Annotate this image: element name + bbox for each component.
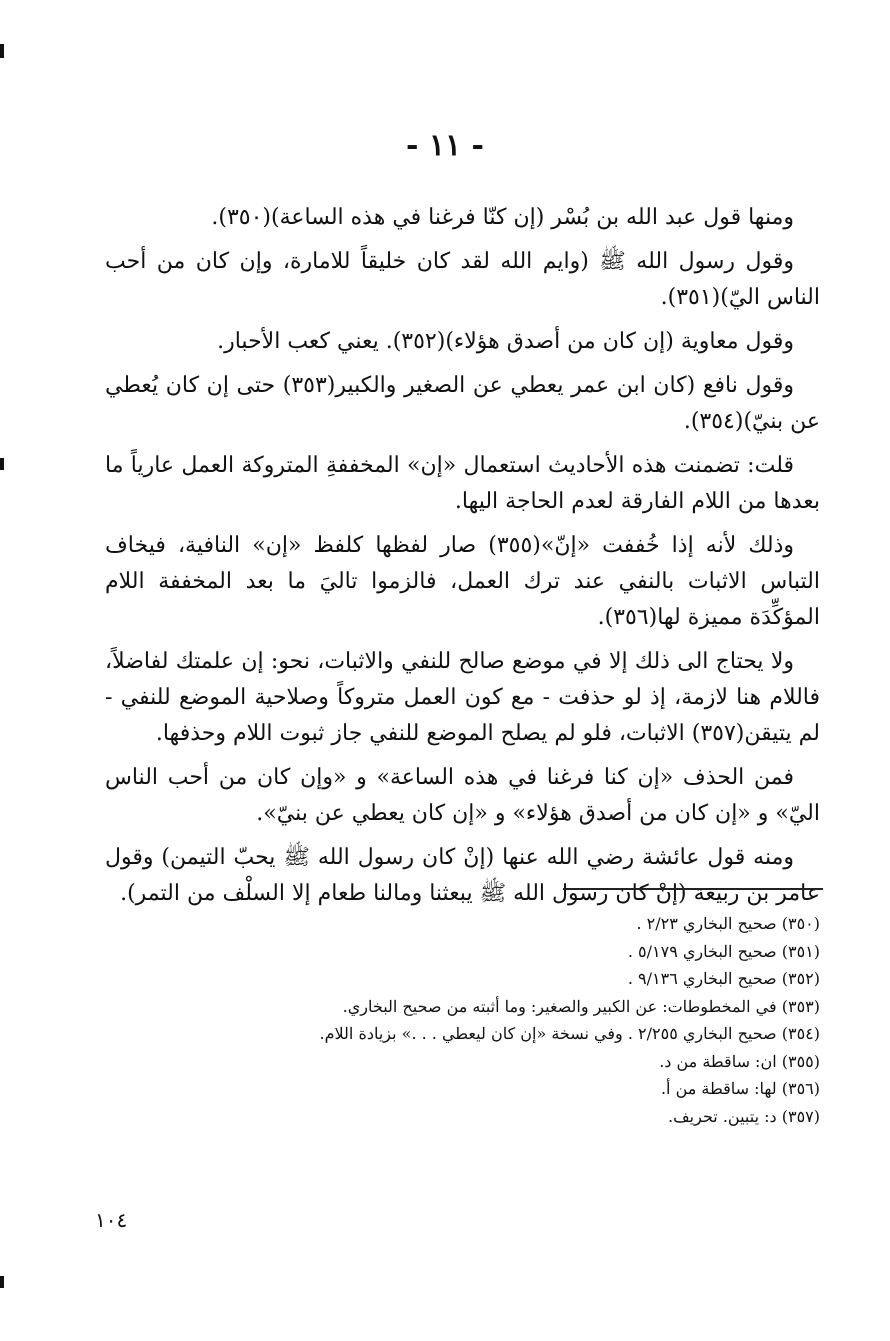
main-text: [105, 200, 820, 920]
paragraph: ولا يحتاج الى ذلك إلا في موضع صالح للنفي والاثبات، نحو: إن علمتك لفاضلاً، فاللام هنا لازمة، إذ لو حذفت - مع كون العمل متروكاً وصلاحية الموضع للنفي - لم يتيقن(٣٥٧) الاثبات، فلو لم يصلح الموضع للنفي جاز ثبوت اللام وحذفها.: [105, 649, 820, 746]
footnote: (٣٥٣) في المخطوطات: عن الكبير والصغير: وما أثبته من صحيح البخاري.: [342, 996, 820, 1016]
scan-edge-mark: [0, 44, 4, 58]
footnote: (٣٥٥) ان: ساقطة من د.: [659, 1051, 820, 1071]
paragraph: وقول معاوية (إن كان من أصدق هؤلاء)(٣٥٢). يعني كعب الأحبار.: [217, 329, 794, 354]
footnotes: [105, 910, 820, 1130]
paragraph: وقول نافع (كان ابن عمر يعطي عن الصغير والكبير(٣٥٣) حتى إن كان يُعطي عن بنيّ)(٣٥٤).: [105, 373, 820, 434]
paragraph: ومنها قول عبد الله بن بُسْر (إن كنّا فرغنا في هذه الساعة)(٣٥٠).: [211, 205, 794, 230]
scan-edge-mark: [0, 1276, 4, 1288]
footnote: (٣٥٧) د: يتبين. تحريف.: [668, 1106, 820, 1126]
paragraph: ومنه قول عائشة رضي الله عنها (إنْ كان رسول الله ﷺ يحبّ التيمن) وقول عامر بن ربيعة (إنْ كان رسول الله ﷺ يبعثنا ومالنا طعام إلا السلْف من التمر).: [105, 845, 820, 906]
section-heading: - ١١ -: [405, 128, 485, 163]
footnote: (٣٥٠) صحيح البخاري ٢/٢٣ .: [636, 914, 820, 933]
paragraph: فمن الحذف «إن كنا فرغنا في هذه الساعة» و «وإن كان من أحب الناس اليّ» و «إن كان من أصدق هؤلاء» و «إن كان يعطي عن بنيّ».: [105, 765, 820, 826]
scan-edge-mark: [0, 458, 4, 470]
footnote-divider: [563, 888, 823, 890]
paragraph: قلت: تضمنت هذه الأحاديث استعمال «إن» المخففةِ المتروكة العمل عارياً ما بعدها من اللام الفارقة لعدم الحاجة اليها.: [105, 453, 820, 514]
footnote: (٣٥٦) لها: ساقطة من أ.: [660, 1079, 820, 1098]
paragraph: وذلك لأنه إذا خُففت «إنّ»(٣٥٥) صار لفظها كلفظ «إن» النافية، فيخاف التباس الاثبات بالنفي عند ترك العمل، فالزموا تاليَ ما بعد المخففة اللام المؤكِّدَة مميزة لها(٣٥٦).: [105, 533, 820, 630]
footnote: (٣٥١) صحيح البخاري ٥/١٧٩ .: [627, 941, 820, 961]
paragraph: وقول رسول الله ﷺ (وايم الله لقد كان خليقاً للامارة، وإن كان من أحب الناس اليّ)(٣٥١).: [105, 249, 820, 310]
footnote: (٣٥٤) صحيح البخاري ٢/٢٥٥ . وفي نسخة «إن كان ليعطي . . .» بزيادة اللام.: [319, 1024, 820, 1043]
page-number: ١٠٤: [95, 1208, 128, 1232]
footnote: (٣٥٢) صحيح البخاري ٩/١٣٦ .: [627, 969, 820, 988]
